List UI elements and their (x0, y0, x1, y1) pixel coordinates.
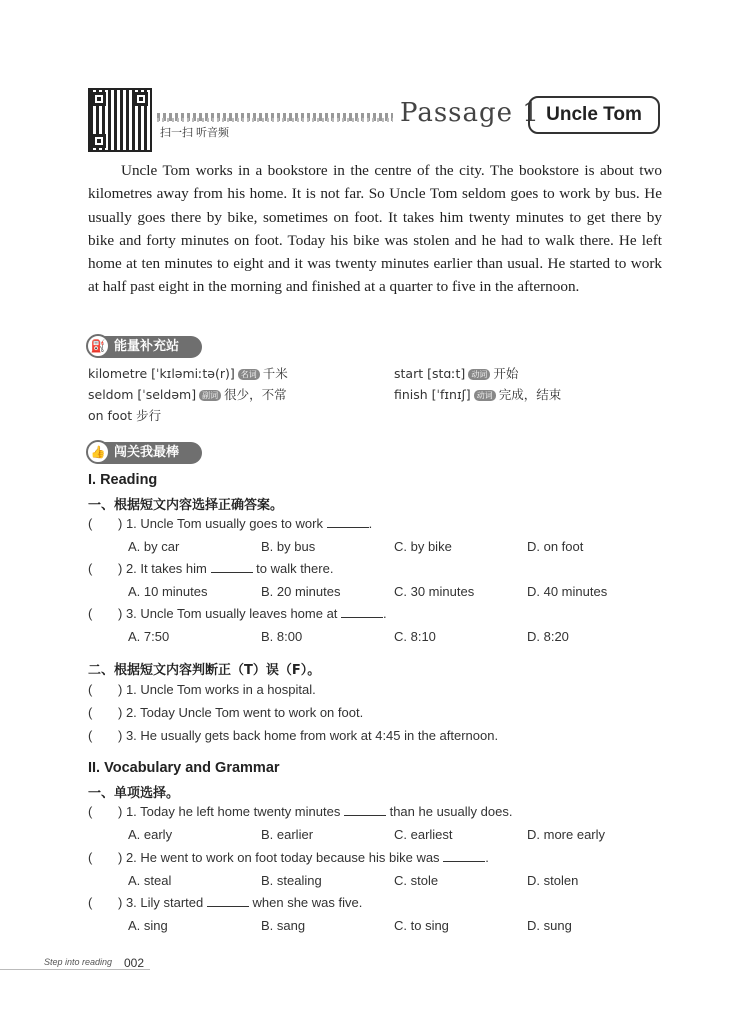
part2-heading: II. Vocabulary and Grammar (88, 760, 280, 776)
part-of-speech-badge: 名词 (238, 369, 260, 380)
option: B. 8:00 (261, 629, 303, 644)
option: A. by car (128, 539, 180, 554)
tf-question-row: ( ) 2. Today Uncle Tom went to work on foot. (88, 705, 364, 720)
vocab-meaning: 很少，不常 (224, 387, 287, 402)
vocab-meaning: 步行 (136, 408, 162, 423)
question-row: ( ) 1. Uncle Tom usually goes to work . (88, 516, 373, 531)
vocab-item (88, 406, 161, 424)
tf-question-row: ( ) 3. He usually gets back home from work at 4:45 in the afternoon. (88, 728, 499, 743)
option: B. 20 minutes (261, 584, 341, 599)
vocab-word: start [stɑːt] (394, 366, 466, 381)
option: A. sing (128, 918, 168, 933)
part-of-speech-badge: 副词 (199, 390, 221, 401)
thumbs-up-icon: 👍 (86, 440, 110, 464)
part-of-speech-badge: 动词 (474, 390, 496, 401)
option: B. stealing (261, 873, 322, 888)
passage-label: Passage 1 (400, 98, 540, 128)
scan-label: 扫一扫 听音频 (160, 127, 230, 139)
vocab-meaning: 千米 (262, 366, 288, 381)
answer-blank[interactable] (207, 896, 249, 907)
exercise-section-badge (88, 442, 202, 464)
option: C. 8:10 (394, 629, 436, 644)
option: D. 8:20 (527, 629, 569, 644)
dotted-divider-secondary (157, 118, 393, 122)
vocab-word: finish [ˈfɪnɪʃ] (394, 387, 471, 402)
answer-blank[interactable] (341, 607, 383, 618)
page-number: 002 (124, 956, 145, 970)
vocab-word: on foot (88, 408, 133, 423)
fuel-pump-icon: ⛽ (86, 334, 110, 358)
vocab-meaning: 完成，结束 (498, 387, 562, 402)
answer-blank[interactable] (443, 851, 485, 862)
option: B. earlier (261, 827, 314, 842)
exercise-section-title: 闯关我最棒 (114, 445, 180, 460)
answer-blank[interactable] (211, 562, 253, 573)
qr-code-icon[interactable] (88, 88, 152, 152)
option: D. 40 minutes (527, 584, 608, 599)
passage-text: Uncle Tom works in a bookstore in the centre of the city. The bookstore is about two kilometres away from his home. It is not far. So Uncle Tom seldom goes to work by bus. He usually goes there by bike, sometimes on foot. It takes him twenty minutes to get there by bike and forty minutes on foot. Today his bike was stolen and he had to walk there. He left home at ten minutes to eight and it was twenty minutes earlier than usual. He started to work at half past eight in the morning and finished at a quarter to five in the afternoon. (88, 162, 662, 296)
story-title: Uncle Tom (528, 96, 660, 134)
question-row: ( ) 2. It takes him to walk there. (88, 561, 334, 576)
option: D. sung (527, 918, 572, 933)
option: C. earliest (394, 827, 453, 842)
vocab-item (88, 385, 287, 403)
question-row: ( ) 1. Today he left home twenty minutes than he usually does. (88, 804, 513, 819)
option: C. 30 minutes (394, 584, 475, 599)
option: A. steal (128, 873, 172, 888)
part-of-speech-badge: 动词 (468, 369, 490, 380)
part1-heading: I. Reading (88, 472, 158, 488)
option: D. on foot (527, 539, 584, 554)
part1-instruction-tf: 二、根据短文内容判断正（T）误（F）。 (88, 663, 321, 678)
tf-question-row: ( ) 1. Uncle Tom works in a hospital. (88, 682, 316, 697)
option: C. by bike (394, 539, 452, 554)
question-row: ( ) 2. He went to work on foot today because his bike was . (88, 850, 489, 865)
question-row: ( ) 3. Uncle Tom usually leaves home at . (88, 606, 387, 621)
vocab-item (88, 364, 288, 382)
vocab-section-title: 能量补充站 (114, 339, 180, 354)
vocab-item (394, 364, 518, 382)
vocab-word: seldom [ˈseldəm] (88, 387, 197, 402)
vocab-meaning: 开始 (493, 366, 519, 381)
part1-instruction-mc: 一、根据短文内容选择正确答案。 (88, 498, 284, 513)
question-row: ( ) 3. Lily started when she was five. (88, 895, 363, 910)
option: B. by bus (261, 539, 316, 554)
option: A. early (128, 827, 173, 842)
footer-label: Step into reading (44, 957, 113, 967)
vocab-section-badge (88, 336, 202, 358)
option: B. sang (261, 918, 306, 933)
option: C. stole (394, 873, 439, 888)
part2-instruction-mc: 一、单项选择。 (88, 786, 180, 801)
option: D. more early (527, 827, 606, 842)
vocab-item (394, 385, 561, 403)
answer-blank[interactable] (327, 517, 369, 528)
option: C. to sing (394, 918, 449, 933)
answer-blank[interactable] (344, 805, 386, 816)
option: A. 10 minutes (128, 584, 208, 599)
vocab-word: kilometre [ˈkɪləmiːtə(r)] (88, 366, 235, 381)
option: D. stolen (527, 873, 579, 888)
option: A. 7:50 (128, 629, 170, 644)
